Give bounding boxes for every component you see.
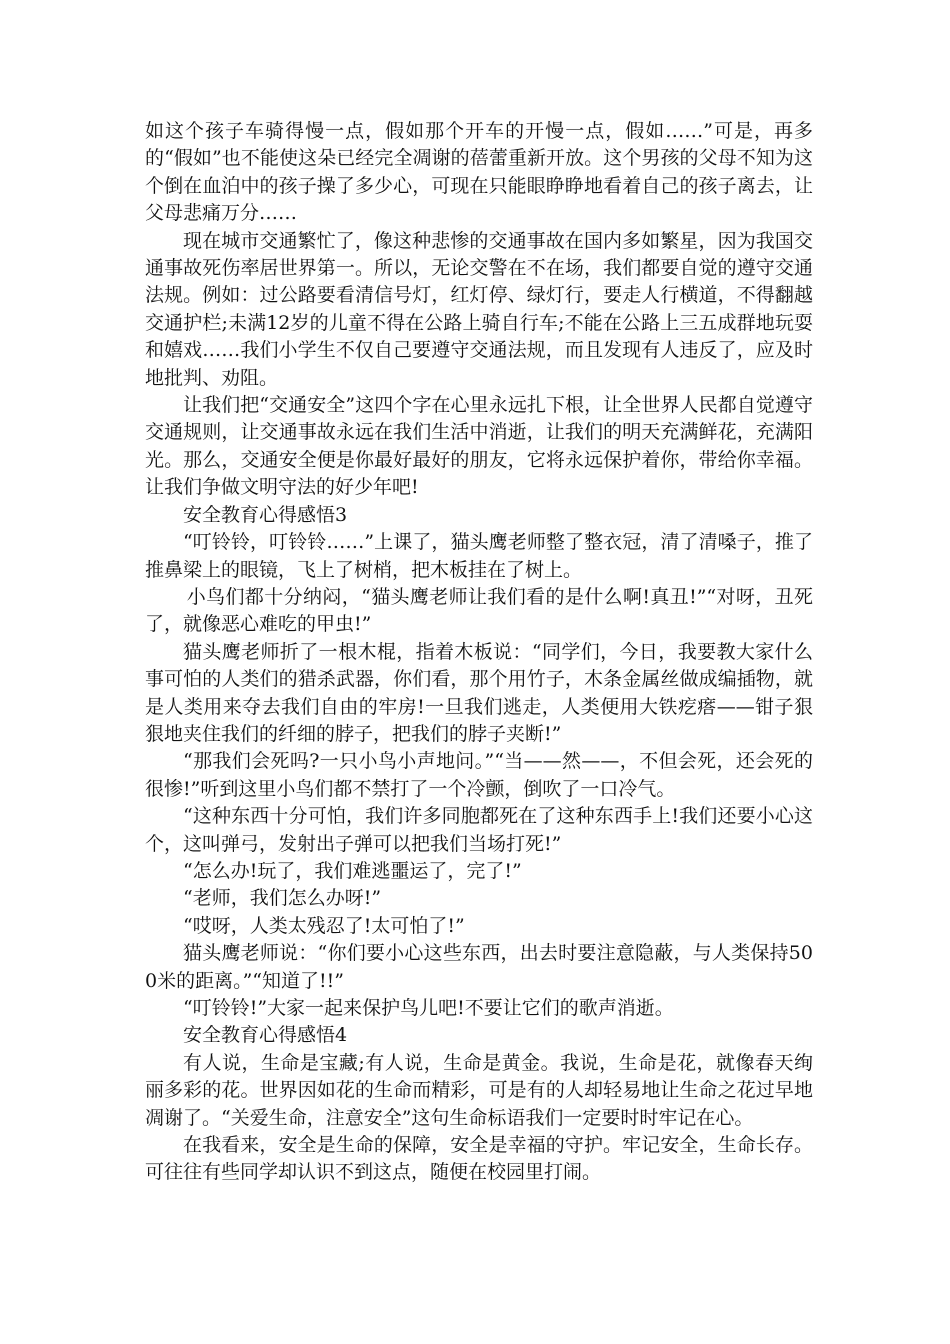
paragraph: 猫头鹰老师说：“你们要小心这些东西，出去时要注意隐蔽，与人类保持500米的距离。”“知道了!!” [145,942,813,992]
paragraph: 让我们把“交通安全”这四个字在心里永远扎下根，让全世界人民都自觉遵守交通规则，让交通事故永远在我们生活中消逝，让我们的明天充满鲜花，充满阳光。那么，交通安全便是你最好最好的朋友，它将永远保护着你，带给你幸福。让我们争做文明守法的好少年吧! [145,394,813,499]
paragraph: “叮铃铃，叮铃铃……”上课了，猫头鹰老师整了整衣冠，清了清嗓子，推了推鼻梁上的眼镜，飞上了树梢，把木板挂在了树上。 [145,531,813,581]
paragraph: “怎么办!玩了，我们难逃噩运了，完了!” [183,859,522,882]
paragraph: 如这个孩子车骑得慢一点，假如那个开车的开慢一点，假如……”可是，再多的“假如”也不能使这朵已经完全凋谢的蓓蕾重新开放。这个男孩的父母不知为这个倒在血泊中的孩子操了多少心，可现在只能眼睁睁地看着自己的孩子离去，让父母悲痛万分…… [145,120,813,225]
paragraph: 现在城市交通繁忙了，像这种悲惨的交通事故在国内多如繁星，因为我国交通事故死伤率居世界第一。所以，无论交警在不在场，我们都要自觉的遵守交通法规。例如：过公路要看清信号灯，红灯停、绿灯行，要走人行横道，不得翻越交通护栏;未满12岁的儿童不得在公路上骑自行车;不能在公路上三五成群地玩耍和嬉戏……我们小学生不仅自己要遵守交通法规，而且发现有人违反了，应及时地批判、劝阻。 [145,229,813,389]
section-heading: 安全教育心得感悟4 [183,1024,348,1047]
section-heading: 安全教育心得感悟3 [183,503,348,526]
paragraph: “老师，我们怎么办呀!” [183,887,382,910]
paragraph: 猫头鹰老师折了一根木棍，指着木板说：“同学们，今日，我要教大家什么事可怕的人类们的猎杀武器，你们看，那个用竹子，木条金属丝做成编插物，就是人类用来夺去我们自由的牢房!一旦我们逃走，人类便用大铁疙瘩——钳子狠狠地夹住我们的纤细的脖子，把我们的脖子夹断!” [145,640,813,745]
paragraph: “哎呀，人类太残忍了!太可怕了!” [183,914,465,937]
paragraph: “那我们会死吗?一只小鸟小声地问。”“当——然——，不但会死，还会死的很惨!”听到这里小鸟们都不禁打了一个冷颤，倒吹了一口冷气。 [145,750,813,800]
paragraph: 有人说，生命是宝藏;有人说，生命是黄金。我说，生命是花，就像春天绚丽多彩的花。世界因如花的生命而精彩，可是有的人却轻易地让生命之花过早地凋谢了。“关爱生命，注意安全”这句生命标语我们一定要时时牢记在心。 [145,1051,813,1129]
paragraph: “这种东西十分可怕，我们许多同胞都死在了这种东西手上!我们还要小心这个，这叫弹弓，发射出子弹可以把我们当场打死!” [145,805,813,855]
paragraph: “叮铃铃!”大家一起来保护鸟儿吧!不要让它们的歌声消逝。 [183,997,674,1019]
document-page [145,118,813,1187]
paragraph: 小鸟们都十分纳闷，“猫头鹰老师让我们看的是什么啊!真丑!”“对呀，丑死了，就像恶心难吃的甲虫!” [145,585,813,636]
paragraph: 在我看来，安全是生命的保障，安全是幸福的守护。牢记安全，生命长存。可往往有些同学却认识不到这点，随便在校园里打闹。 [145,1134,813,1184]
